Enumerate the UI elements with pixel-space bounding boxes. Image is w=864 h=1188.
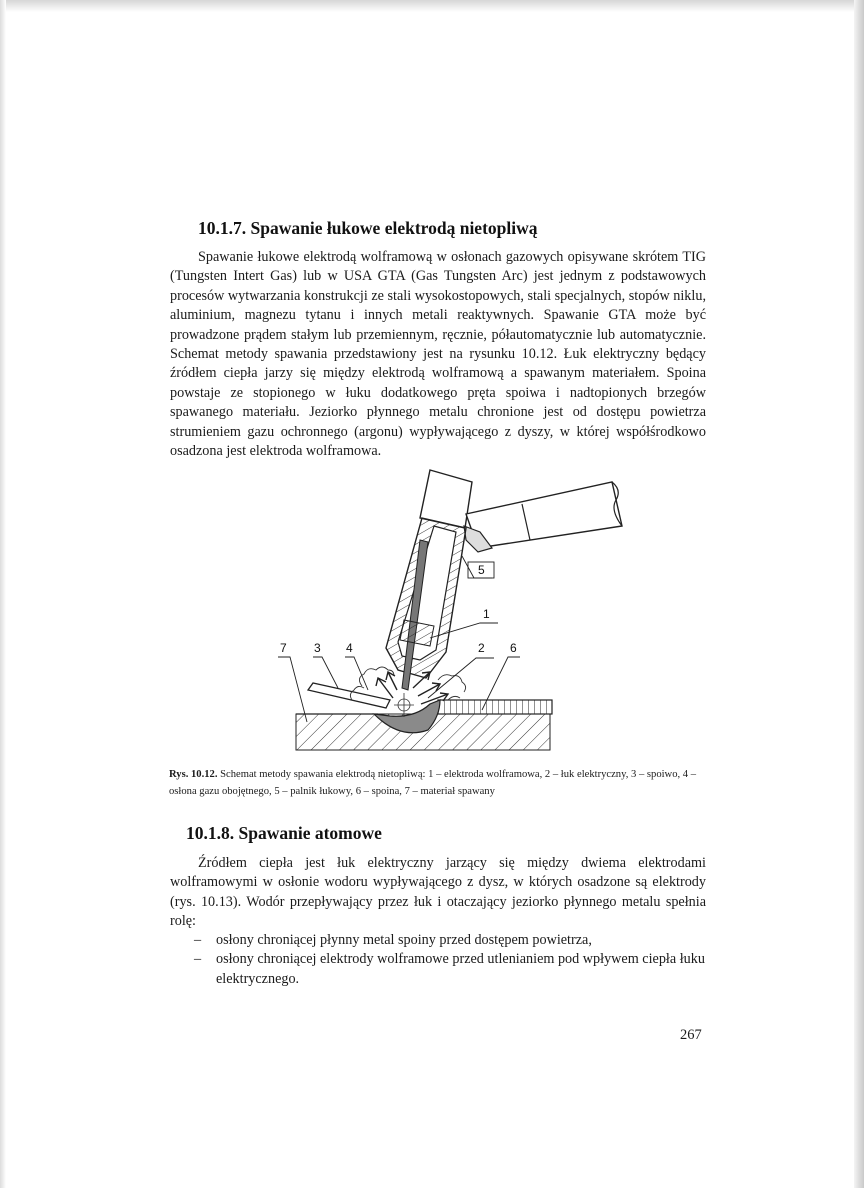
section-heading-1018: 10.1.8. Spawanie atomowe — [186, 823, 382, 843]
section-1018-paragraph: Źródłem ciepła jest łuk elektryczny jarzący się między dwiema elektrodami wolframowymi w osłonie wodoru wypływającego z dysz, w których osadzone są elektrody (rys. 10.13). Wodór przepływający przez łuk i otaczający jeziorko płynnego metalu spełnia rolę: — [170, 855, 706, 930]
list-item — [186, 931, 716, 950]
figure-label-6: 6 — [510, 641, 517, 655]
list-item-text: osłony chroniącej elektrody wolframowe przed utlenianiem pod wpływem ciepła łuku elektrycznego. — [216, 951, 705, 987]
filler-rod — [308, 683, 390, 708]
section-1017-paragraph: Spawanie łukowe elektrodą wolframową w osłonach gazowych opisywane skrótem TIG (Tungsten Intert Gas) lub w USA GTA (Gas Tungsten Arc) jest jednym z podstawowych procesów wytwarzania konstrukcji ze stali wysokostopowych, stali specjalnych, stopów niklu, aluminium, magnezu tytanu i innych metali reaktywnych. Spawanie GTA może być prowadzone prądem stałym lub przemiennym, ręcznie, półautomatycznie lub automatycznie. Schemat metody spawania przedstawiony jest na rysunku 10.12. Łuk elektryczny będący źródłem ciepła jarzy się między elektrodą wolframową a spawanym materiałem. Spoina powstaje ze stopionego w łuku dodatkowego pręta spoiwa i nadtopionych brzegów spawanego materiału. Jeziorko płynnego metalu chronione jest od dostępu powietrza strumieniem gazu ochronnego (argonu) wypływającego z dyszy, w której współśrodkowo osadzona jest elektroda wolframowa. — [170, 249, 706, 460]
list-dash: – — [194, 932, 202, 948]
figure-caption — [169, 767, 709, 800]
weld-deposit — [438, 700, 552, 714]
figure-caption-number: Rys. 10.12. — [169, 769, 218, 780]
figure-label-1: 1 — [483, 607, 490, 621]
welding-torch — [386, 470, 622, 690]
arc-glow — [394, 693, 414, 717]
figure-label-5: 5 — [478, 563, 485, 577]
figure-label-3: 3 — [314, 641, 321, 655]
figure-label-7: 7 — [280, 641, 287, 655]
list-item-text: osłony chroniącej płynny metal spoiny przed dostępem powietrza, — [216, 932, 592, 948]
figure-caption-text: Schemat metody spawania elektrodą nietopliwą: 1 – elektroda wolframowa, 2 – łuk elektryczny, 3 – spoiwo, 4 – osłona gazu obojętnego, 5 – palnik łukowy, 6 – spoina, 7 – materiał spawany — [169, 769, 697, 797]
list-item — [186, 950, 716, 989]
list-dash: – — [194, 951, 202, 968]
section-heading-1017: 10.1.7. Spawanie łukowe elektrodą nietopliwą — [198, 218, 538, 238]
role-list — [186, 931, 716, 989]
page-number: 267 — [680, 1027, 702, 1043]
figure-label-4: 4 — [346, 641, 353, 655]
figure-label-2: 2 — [478, 641, 485, 655]
